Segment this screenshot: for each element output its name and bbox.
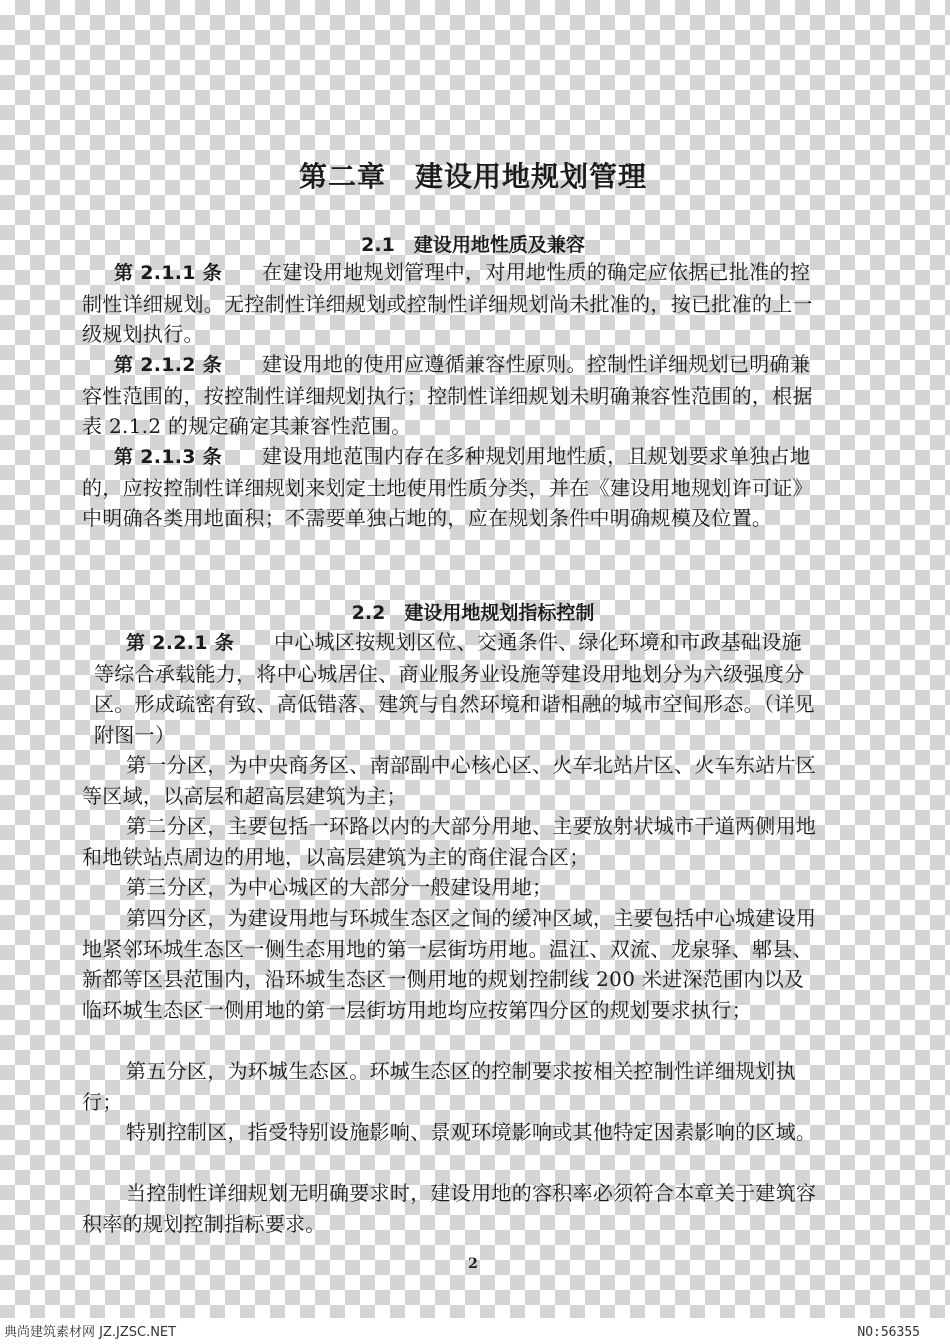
section-title-2-2: 2.2 建设用地规划指标控制	[351, 602, 595, 624]
clause-2-1-1	[82, 257, 820, 350]
paragraph-text: 第三分区，为中心城区的大部分一般建设用地；	[126, 875, 553, 899]
section-title-2-1: 2.1 建设用地性质及兼容	[361, 234, 585, 256]
paragraph-text: 当控制性详细规划无明确要求时，建设用地的容积率必须符合本章关于建筑容积率的规划控制指标要求。	[82, 1181, 817, 1236]
zone-1-paragraph	[82, 750, 820, 811]
clause-label: 第 2.1.3 条	[114, 446, 223, 468]
zone-2-paragraph	[82, 811, 820, 872]
paragraph-text: 第五分区，为环城生态区。环城生态区的控制要求按相关控制性详细规划执行；	[82, 1059, 796, 1114]
clause-2-1-2	[82, 349, 820, 442]
document-page	[78, 60, 868, 1310]
clause-2-2-1	[94, 627, 820, 750]
chapter-title: 第二章 建设用地规划管理	[298, 160, 647, 193]
watermark-footer	[0, 1318, 950, 1344]
page-number: 2	[468, 1256, 478, 1272]
clause-label: 第 2.2.1 条	[126, 632, 235, 654]
image-number: NO:56355	[857, 1325, 920, 1340]
clause-text: 建设用地范围内存在多种规划用地性质，且规划要求单独占地的，应按控制性详细规划来划定土地使用性质分类，并在《建设用地规划许可证》中明确各类用地面积；不需要单独占地的，应在规划条件中明确规模及位置。	[82, 444, 813, 531]
clause-text: 建设用地的使用应遵循兼容性原则。控制性详细规划已明确兼容性范围的，按控制性详细规划执行；控制性详细规划未明确兼容性范围的，根据表 2.1.2 的规定确定其兼容性范围。	[82, 352, 813, 439]
paragraph-text: 第一分区，为中央商务区、南部副中心核心区、火车北站片区、火车东站片区等区域，以高层和超高层建筑为主；	[82, 753, 817, 808]
closing-paragraph	[82, 1178, 820, 1239]
clause-text: 中心城区按规划区位、交通条件、绿化环境和市政基础设施等综合承载能力，将中心城居住、商业服务业设施等建设用地划分为六级强度分区。形成疏密有致、高低错落、建筑与自然环境和谐相融的城市空间形态。（详见附图一）	[94, 630, 815, 747]
clause-text: 在建设用地规划管理中，对用地性质的确定应依据已批准的控制性详细规划。无控制性详细规划或控制性详细规划尚未批准的，按已批准的上一级规划执行。	[82, 260, 813, 347]
clause-2-1-3	[82, 441, 820, 534]
special-zone-paragraph	[82, 1117, 820, 1148]
site-watermark: 典尚建筑素材网 JZ.JZSC.NET	[4, 1325, 177, 1340]
paragraph-text: 特别控制区，指受特别设施影响、景观环境影响或其他特定因素影响的区域。	[126, 1120, 817, 1144]
paragraph-text: 第四分区，为建设用地与环城生态区之间的缓冲区域，主要包括中心城建设用地紧邻环城生态区一侧生态用地的第一层街坊用地。温江、双流、龙泉驿、郫县、新都等区县范围内，沿环城生态区一侧用地的规划控制线 200 米进深范围内以及临环城生态区一侧用地的第一层街坊用地均应按第四分区的规划要求执行；	[82, 906, 817, 1022]
zone-4-paragraph	[82, 903, 820, 1025]
clause-label: 第 2.1.2 条	[114, 354, 223, 376]
paragraph-text: 第二分区，主要包括一环路以内的大部分用地、主要放射状城市干道两侧用地和地铁站点周边的用地，以高层建筑为主的商住混合区；	[82, 814, 817, 869]
zone-5-paragraph	[82, 1056, 820, 1117]
clause-label: 第 2.1.1 条	[114, 262, 223, 284]
zone-3-paragraph	[82, 872, 820, 903]
